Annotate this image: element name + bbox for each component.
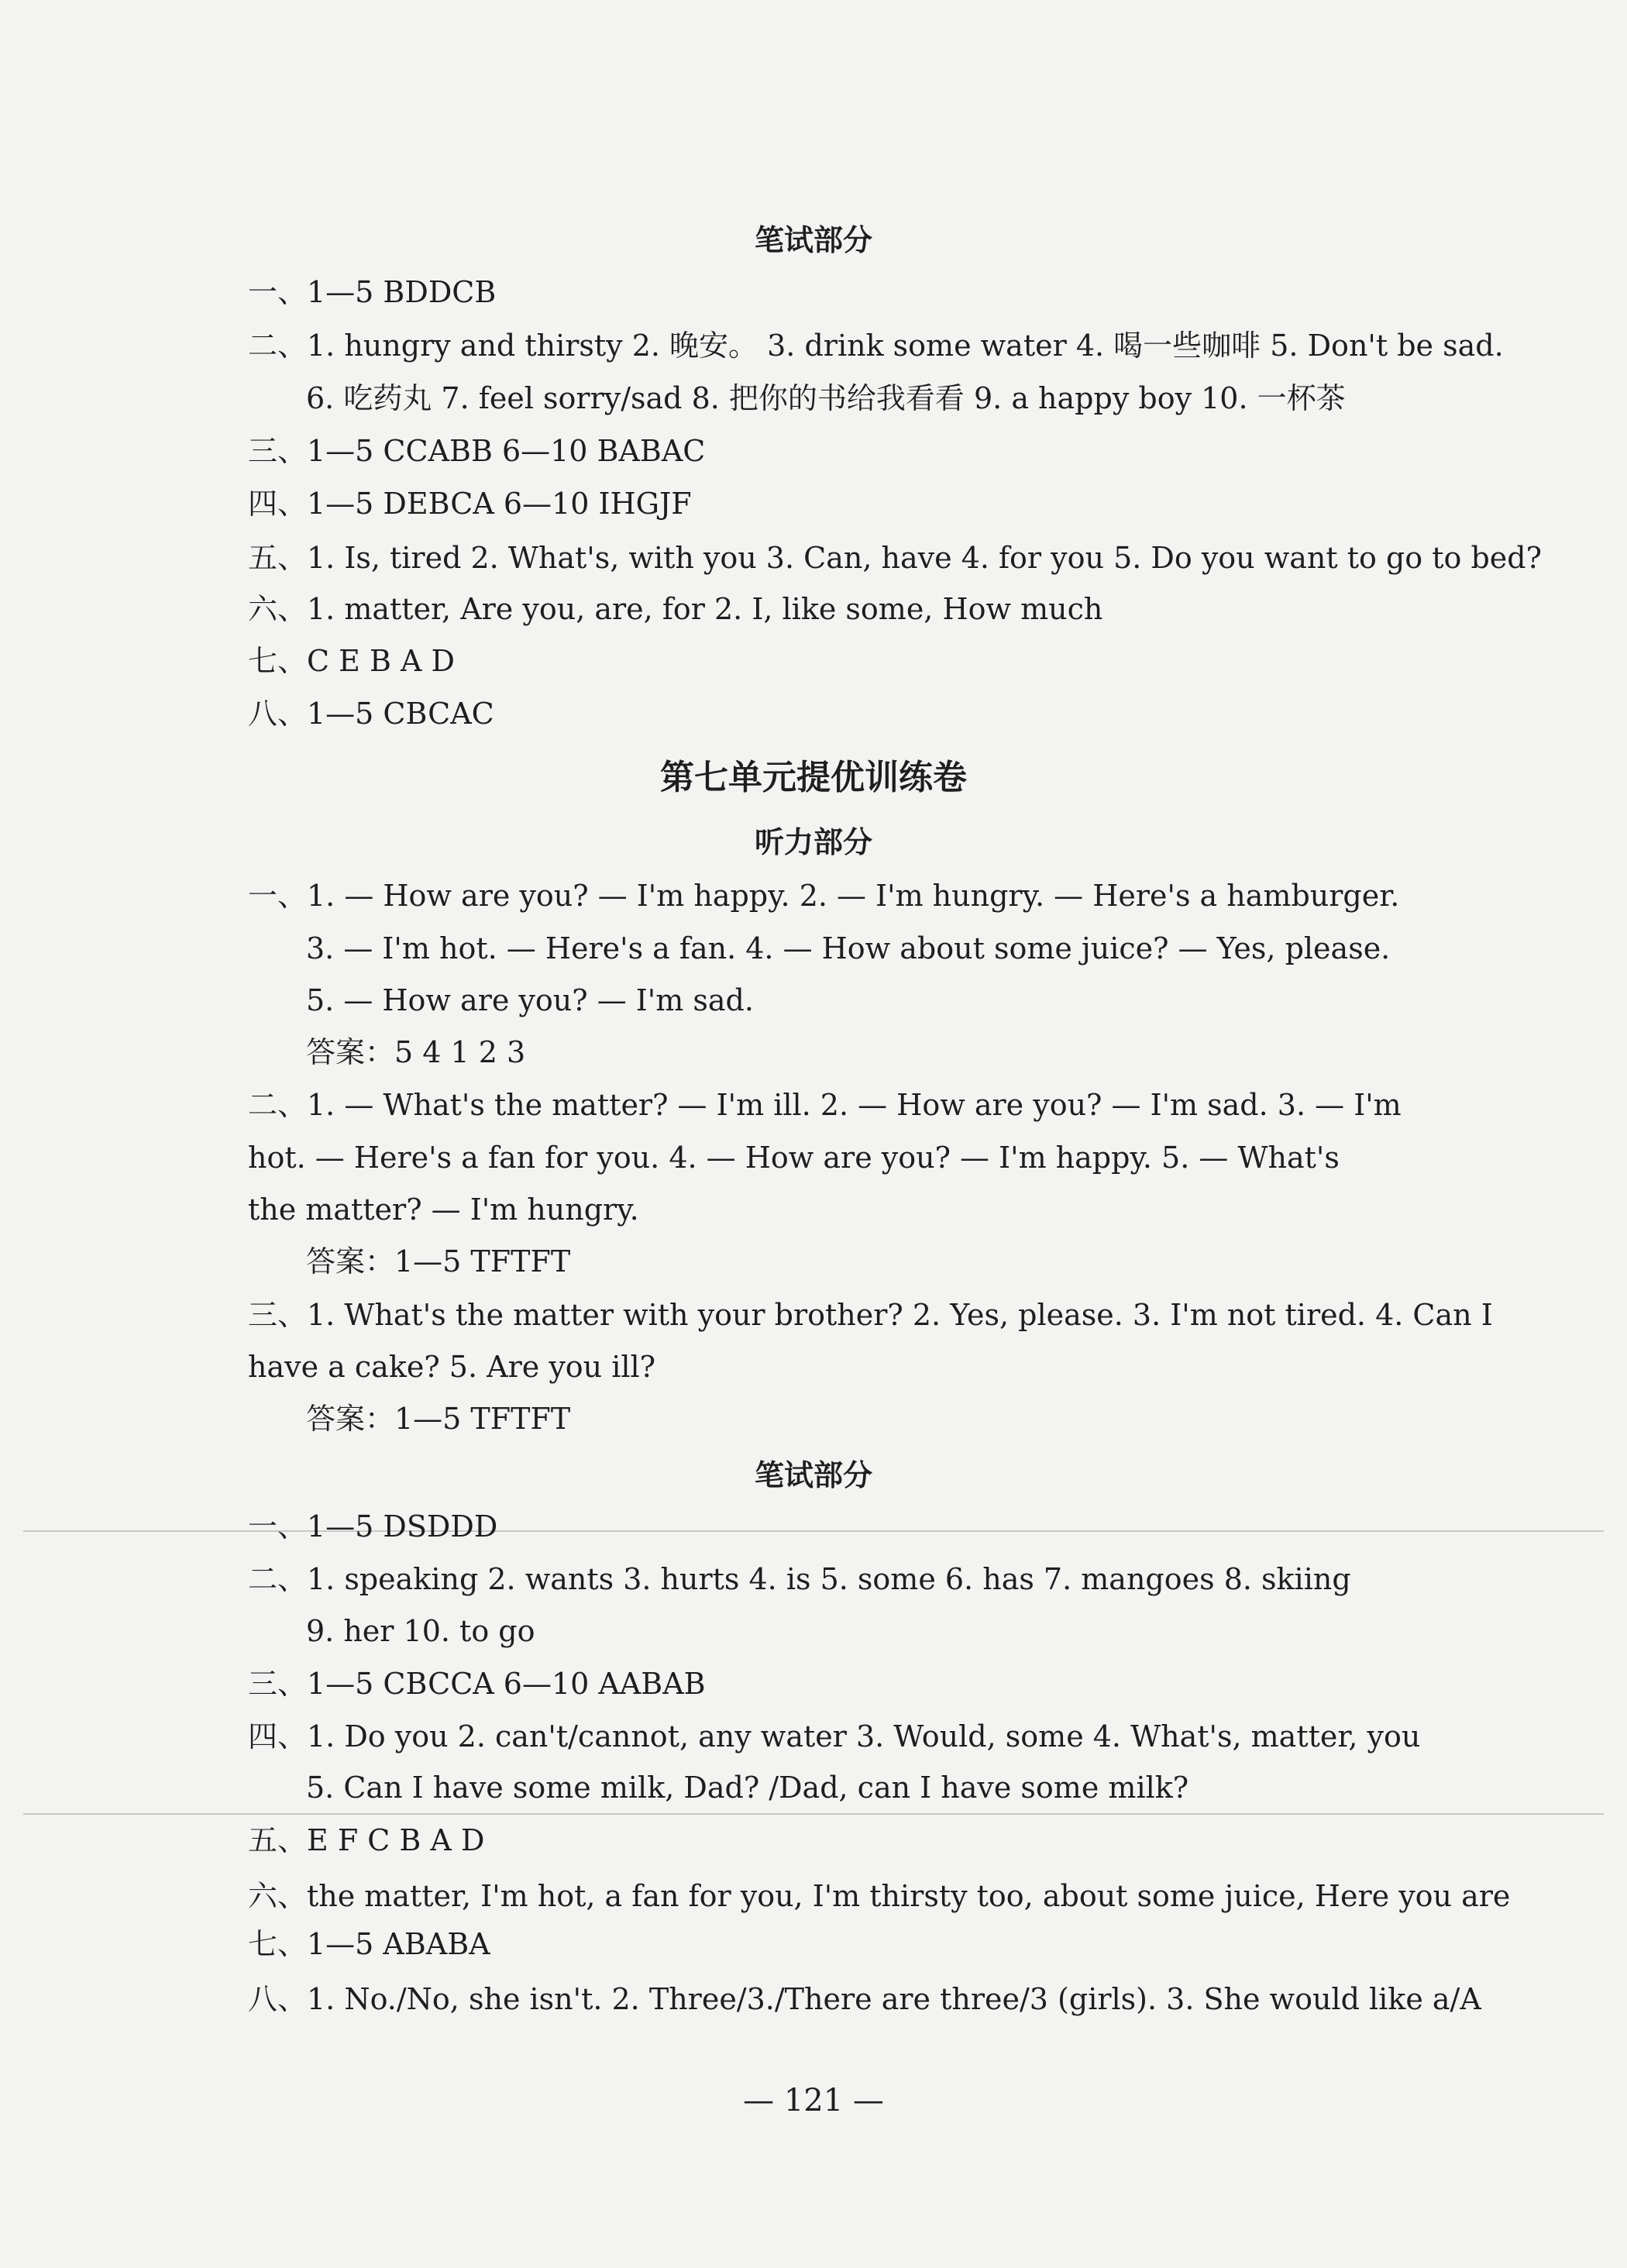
answer-line: 八、1—5 CBCAC — [248, 697, 494, 731]
answer-line: hot. — Here's a fan for you. 4. — How are you? — I'm happy. 5. — What's — [248, 1141, 1340, 1175]
section-title-written-top: 笔试部分 — [754, 223, 872, 257]
answer-line: 四、1—5 DEBCA 6—10 IHGJF — [248, 487, 692, 521]
answer-line: 答案：1—5 TFTFT — [306, 1244, 571, 1279]
answer-line: 5. Can I have some milk, Dad? /Dad, can I have some milk? — [306, 1771, 1189, 1805]
answer-line: 二、1. hungry and thirsty 2. 晚安。 3. drink some water 4. 喝一些咖啡 5. Don't be sad. — [248, 329, 1504, 363]
answer-line: 二、1. — What's the matter? — I'm ill. 2. — How are you? — I'm sad. 3. — I'm — [248, 1088, 1402, 1122]
answer-line: 七、1—5 ABABA — [248, 1927, 490, 1961]
answer-line: 八、1. No./No, she isn't. 2. Three/3./There are three/3 (girls). 3. She would like a/A — [248, 1982, 1481, 2016]
answer-line: 二、1. speaking 2. wants 3. hurts 4. is 5. some 6. has 7. mangoes 8. skiing — [248, 1562, 1351, 1596]
unit-title: 第七单元提优训练卷 — [660, 758, 967, 797]
answer-line: 6. 吃药丸 7. feel sorry/sad 8. 把你的书给我看看 9. a happy boy 10. 一杯茶 — [306, 381, 1346, 415]
answer-line: the matter? — I'm hungry. — [248, 1193, 639, 1227]
answer-line: 三、1—5 CCABB 6—10 BABAC — [248, 434, 706, 468]
answer-line: 五、E F C B A D — [248, 1823, 485, 1857]
section-title-written: 笔试部分 — [754, 1458, 872, 1492]
answer-line: have a cake? 5. Are you ill? — [248, 1350, 656, 1384]
answer-line: 3. — I'm hot. — Here's a fan. 4. — How about some juice? — Yes, please. — [306, 931, 1391, 965]
answer-line: 9. her 10. to go — [306, 1614, 535, 1648]
answer-line: 六、1. matter, Are you, are, for 2. I, like some, How much — [248, 592, 1103, 626]
answer-line: 三、1—5 CBCCA 6—10 AABAB — [248, 1667, 706, 1701]
answer-line: 一、1—5 DSDDD — [248, 1509, 498, 1544]
answer-line: 答案：1—5 TFTFT — [306, 1402, 571, 1436]
answer-line: 一、1—5 BDDCB — [248, 275, 497, 309]
answer-line: 五、1. Is, tired 2. What's, with you 3. Can, have 4. for you 5. Do you want to go to bed? — [248, 541, 1542, 575]
answer-line: 一、1. — How are you? — I'm happy. 2. — I'm hungry. — Here's a hamburger. — [248, 879, 1400, 913]
answer-line: 四、1. Do you 2. can't/cannot, any water 3. Would, some 4. What's, matter, you — [248, 1719, 1421, 1753]
answer-line: 三、1. What's the matter with your brother? 2. Yes, please. 3. I'm not tired. 4. Can I — [248, 1298, 1493, 1332]
divider — [23, 1813, 1604, 1815]
answer-line: 5. — How are you? — I'm sad. — [306, 983, 754, 1017]
answer-line: 答案：5 4 1 2 3 — [306, 1035, 526, 1069]
answer-line: 六、the matter, I'm hot, a fan for you, I'm thirsty too, about some juice, Here you are — [248, 1879, 1511, 1913]
page-number: — 121 — — [743, 2083, 884, 2118]
answer-line: 七、C E B A D — [248, 644, 455, 678]
section-title-listening: 听力部分 — [754, 825, 872, 859]
